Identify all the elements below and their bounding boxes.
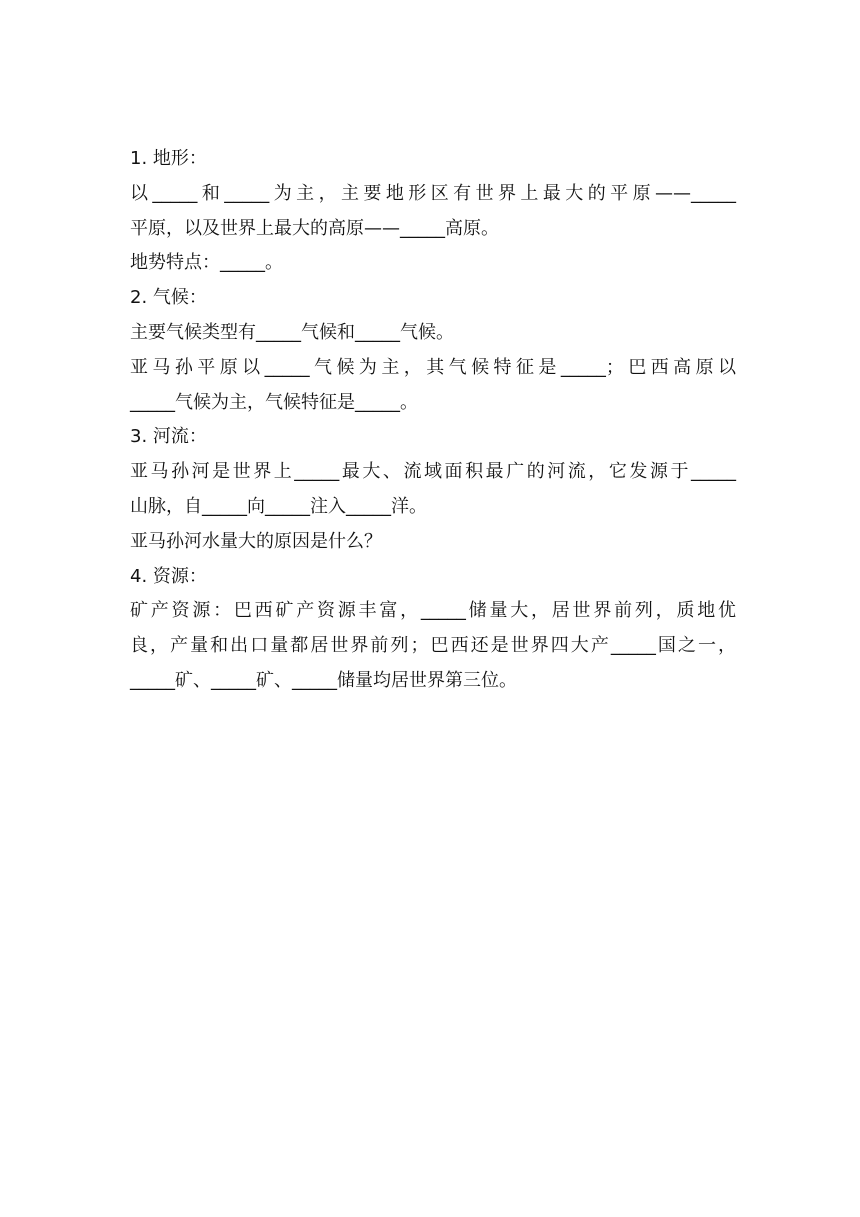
climate-text-line: 主要气候类型有_____气候和_____气候。 [130, 321, 454, 343]
river-question-line: 亚马孙河水量大的原因是什么？ [130, 530, 382, 552]
section-heading-climate: 2. 气候： [130, 287, 207, 309]
climate-text-line: _____气候为主，气候特征是_____。 [130, 391, 418, 413]
section-heading-river: 3. 河流： [130, 426, 207, 448]
worksheet-page [130, 142, 736, 699]
resources-text-line: 矿产资源：巴西矿产资源丰富，_____储量大，居世界前列，质地优 [130, 600, 736, 622]
climate-text-line: 亚马孙平原以_____气候为主，其气候特征是_____；巴西高原以 [130, 356, 736, 378]
river-text-line: 亚马孙河是世界上_____最大、流域面积最广的河流，它发源于_____ [130, 461, 736, 483]
terrain-text-line: 平原，以及世界上最大的高原——_____高原。 [130, 217, 499, 239]
section-heading-resources: 4. 资源： [130, 565, 207, 587]
resources-text-line: 良，产量和出口量都居世界前列；巴西还是世界四大产_____国之一， [130, 635, 736, 657]
resources-text-line: _____矿、_____矿、_____储量均居世界第三位。 [130, 669, 517, 691]
section-heading-terrain: 1. 地形： [130, 148, 207, 169]
terrain-feature-line: 地势特点：_____。 [130, 252, 283, 274]
river-text-line: 山脉，自_____向_____注入_____洋。 [130, 495, 427, 517]
terrain-text-line: 以_____和_____为主，主要地形区有世界上最大的平原——_____ [130, 182, 736, 204]
